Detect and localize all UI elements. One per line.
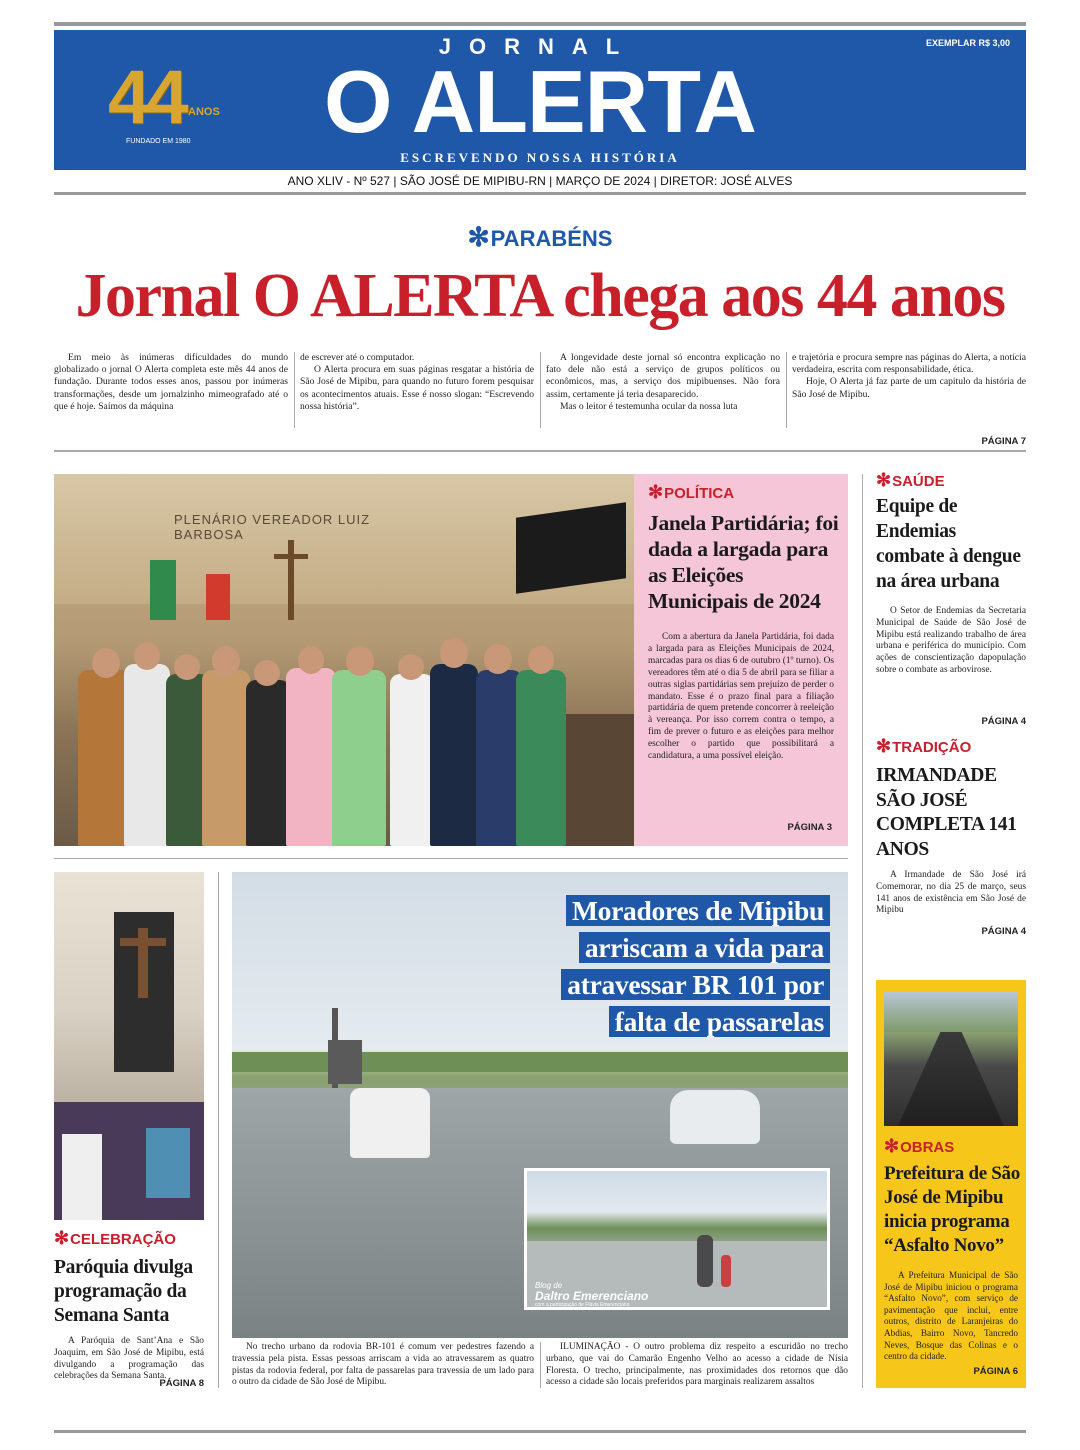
truck (328, 1040, 362, 1084)
flag-red (206, 574, 230, 620)
column-divider (786, 352, 787, 428)
br101-body-right: ILUMINAÇÃO - O outro problema diz respeito a escuridão no trecho urbano, que vai do Camarão Engenho Velho ao acesso a cidade de Nísia Floresta. O trecho, principalmente, nas proximidades dos retornos que dão acesso a cidade são locais preferidos para marginais realizarem assaltos (546, 1342, 848, 1388)
br101-headline: Moradores de Mipibu arriscam a vida para atravessar BR 101 por falta de passarelas (500, 892, 830, 1040)
asterisk-icon: ✻ (876, 470, 892, 490)
column-divider (218, 872, 219, 1388)
kicker-celebracao: ✻CELEBRAÇÃO (54, 1228, 176, 1248)
lead-page-ref: PÁGINA 7 (981, 436, 1026, 447)
flag-green (150, 560, 176, 620)
pedestrian (697, 1235, 713, 1287)
anniversary-anos: ANOS (188, 106, 220, 118)
column-divider (294, 352, 295, 428)
photo-credit-small: Blog de (535, 1281, 563, 1290)
lead-headline: Jornal O ALERTA chega aos 44 anos (75, 262, 1005, 330)
celebracao-page-ref: PÁGINA 8 (159, 1378, 204, 1389)
celebracao-headline: Paróquia divulga programação da Semana Santa (54, 1257, 193, 1326)
column-divider (540, 352, 541, 428)
lead-column-2: de escrever até o computador. O Alerta procura em suas páginas resgatar a história de São José de Mipibu, para quando no futuro forem pesquisar os acontecimentos atuais. Esse é nosso slogan: “Escrevendo nossa história”. (300, 352, 534, 412)
obras-page-ref: PÁGINA 6 (973, 1366, 1018, 1377)
founded-label: FUNDADO EM 1980 (126, 138, 191, 145)
tradicao-headline: IRMANDADE SÃO JOSÉ COMPLETA 141 ANOS (876, 765, 1017, 860)
br101-body-left: No trecho urbano da rodovia BR-101 é comum ver pedestres fazendo a travessia pela pista. Essas pessoas arriscam a vida ao atravessarem as quatro pistas da rodovia federal, por falta de passarelas para travessia de um lado para o outro da cidade de São José de Mipibu. (232, 1342, 534, 1388)
kicker-obras: ✻OBRAS (884, 1136, 955, 1156)
crucifix-icon (288, 540, 294, 620)
obras-body: A Prefeitura Municipal de São José de Mipibu iniciou o programa “Asfalto Novo”, com serviço de pavimentação que inclui, entre outros, distrito de Laranjeiras do Abdias, Bairro Novo, Tancredo Neves, Bosque das Colinas e o centro da cidade. (884, 1270, 1018, 1362)
dateline: ANO XLIV - Nº 527 | SÃO JOSÉ DE MIPIBU-RN | MARÇO DE 2024 | DIRETOR: JOSÉ ALVES (287, 174, 793, 188)
plenario-sign: PLENÁRIO VEREADOR LUIZ BARBOSA (174, 512, 371, 542)
bottom-rule (54, 1430, 1026, 1433)
top-rule (54, 22, 1026, 26)
asphalt-photo (884, 992, 1018, 1126)
saude-page-ref: PÁGINA 4 (981, 716, 1026, 727)
photo-credit-sub: com a participação de Flávia Emerenciano (535, 1302, 630, 1308)
saude-headline: Equipe de Endemias combate à dengue na área urbana (876, 496, 1021, 592)
politica-body: Com a abertura da Janela Partidária, foi dada a largada para as Eleições Municipais de 2024, marcadas para os dias 6 de outubro (1º turno). Os vereadores têm até o dia 5 de abril para se filiar a outras siglas partidárias sem prejuízo de perder o mandato. Esse é o prazo final para a filiação partidária de quem pretende concorrer à reeleição à vereança. Por isso correm contra o tempo, a fim de prever o futuro e as eleições para melhor escolher o partido que possibilitará a candidatura, a uma possível eleição. (648, 632, 834, 762)
lead-column-3: A longevidade deste jornal só encontra explicação no fato dele não está a serviço de grupos políticos ou econômicos, mas, a serviço dos mipibuenses. Não fora assim, certamente já teria desaparecido. Mas o leitor é testemunha ocular da nossa luta (546, 352, 780, 412)
asterisk-icon: ✻ (467, 222, 490, 252)
masthead-rule (54, 192, 1026, 195)
politica-page-ref: PÁGINA 3 (787, 822, 832, 833)
section-rule (54, 858, 848, 859)
television (516, 502, 626, 593)
kicker-saude: ✻SAÚDE (876, 470, 945, 490)
br101-inset-photo (524, 1168, 830, 1310)
lead-column-1: Em meio às inúmeras dificuldades do mundo globalizado o jornal O Alerta completa este mês 44 anos de fundação. Durante todos esses anos, passou por inúmeras transformações, desde um jornalzinho mimeografado até o que é hoje. Saímos da máquina (54, 352, 288, 412)
asterisk-icon: ✻ (876, 736, 892, 756)
asphalt-road (898, 1032, 1004, 1126)
tradicao-body: A Irmandade de São José irá Comemorar, no dia 25 de março, seus 141 anos de existência em São José de Mipibu (876, 870, 1026, 916)
masthead-jornal: JORNAL (438, 34, 638, 59)
column-divider (862, 980, 863, 1388)
suv (350, 1088, 430, 1158)
masthead-title: O ALERTA (324, 52, 756, 151)
saude-body: O Setor de Endemias da Secretaria Municipal de Saúde de São José de Mipibu está realizando trabalho de área urbana e periférica do município. Com ações de conscientização dapopulação sobre o combate as arbovirose. (876, 606, 1026, 675)
asterisk-icon: ✻ (648, 482, 664, 502)
car (670, 1090, 760, 1144)
asterisk-icon: ✻ (54, 1228, 70, 1248)
tradicao-page-ref: PÁGINA 4 (981, 926, 1026, 937)
plenario-photo (54, 474, 634, 846)
anniversary-logo: 44 (108, 55, 185, 140)
photo-credit-name: Daltro Emerenciano (535, 1289, 649, 1303)
lead-column-4: e trajetória e procura sempre nas páginas do Alerta, a notícia verdadeira, escrita com responsabilidade, ética. Hoje, O Alerta já faz parte de um capítulo da história de São José de Mipibu. (792, 352, 1026, 400)
tree-line (232, 1052, 848, 1072)
issue-price: EXEMPLAR R$ 3,00 (925, 38, 1010, 48)
celebracao-body: A Paróquia de Sant’Ana e São Joaquim, em São José de Mipibu, está divulgando a programação das celebrações da Semana Santa. (54, 1336, 204, 1382)
section-rule (54, 450, 1026, 452)
kicker-politica: ✻POLÍTICA (648, 482, 735, 502)
sidebar-divider (862, 474, 863, 1004)
church-photo (54, 872, 204, 1220)
kicker-tradicao: ✻TRADIÇÃO (876, 736, 972, 756)
kicker-parabens: ✻PARABÉNS (467, 222, 613, 252)
masthead-slogan: ESCREVENDO NOSSA HISTÓRIA (400, 150, 680, 165)
obras-headline: Prefeitura de São José de Mipibu inicia programa “Asfalto Novo” (884, 1163, 1020, 1256)
politica-headline: Janela Partidária; foi dada a largada para as Eleições Municipais de 2024 (648, 511, 839, 613)
column-divider (540, 1342, 541, 1388)
asterisk-icon: ✻ (884, 1136, 900, 1156)
